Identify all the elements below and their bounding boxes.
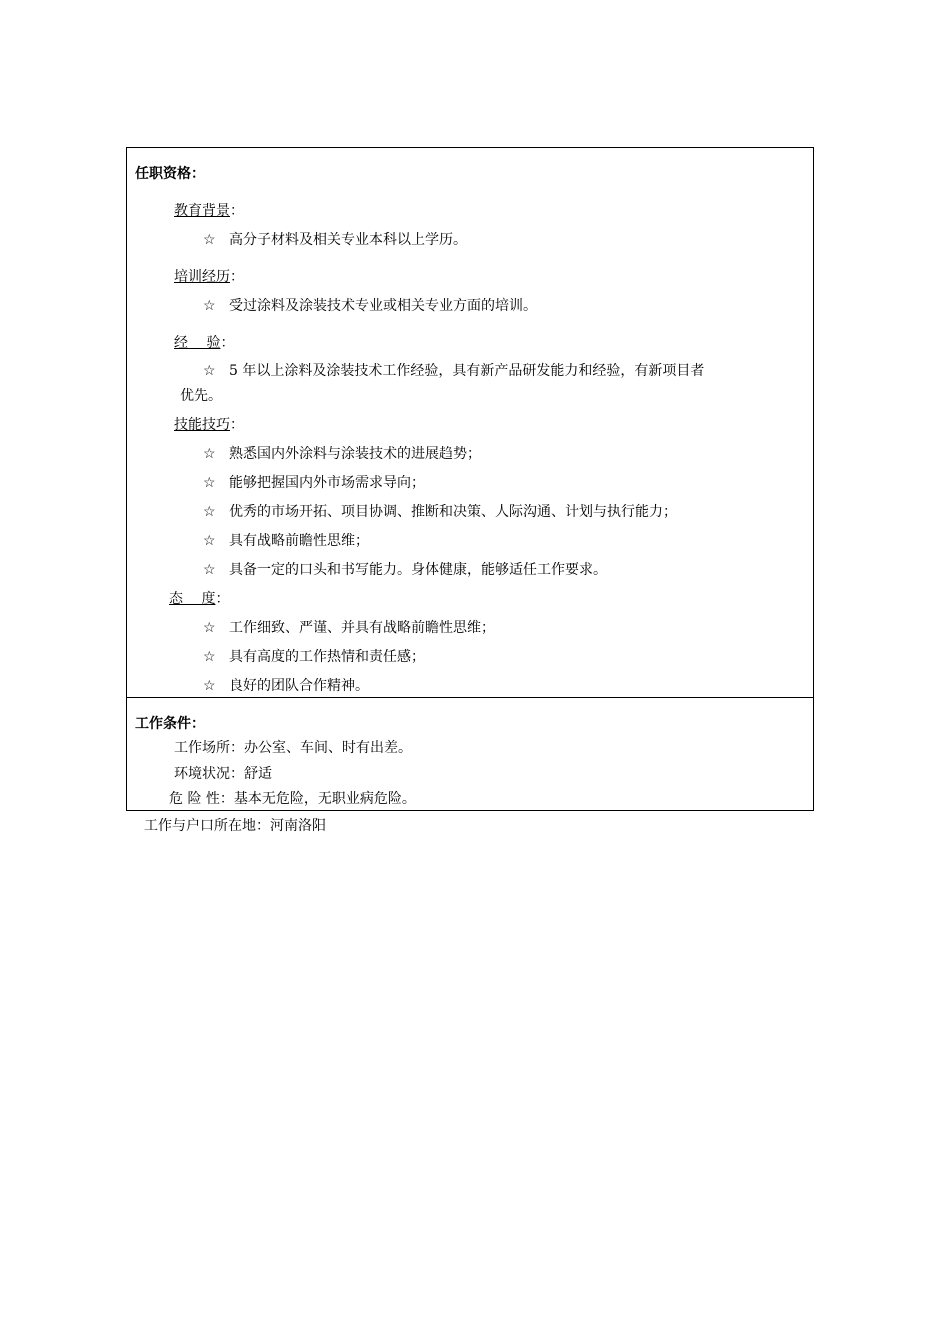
star-icon: ☆ xyxy=(203,363,216,379)
star-icon: ☆ xyxy=(203,649,216,665)
environment: 环境状况：舒适 xyxy=(174,766,272,782)
experience-colon: ： xyxy=(220,335,235,351)
list-item: ☆ 能够把握国内外市场需求导向； xyxy=(203,475,425,491)
skills-colon: ： xyxy=(230,417,244,433)
attitude-colon: ： xyxy=(215,591,230,607)
list-item: ☆ 熟悉国内外涂料与涂装技术的进展趋势； xyxy=(203,446,481,462)
training-heading xyxy=(174,268,244,286)
list-item: ☆ 工作细致、严谨、并具有战略前瞻性思维； xyxy=(203,620,495,636)
list-item: ☆ 5 年以上涂料及涂装技术工作经验，具有新产品研发能力和经验，有新项目者 xyxy=(203,363,705,379)
training-label: 培训经历 xyxy=(174,269,230,285)
work-location: 工作与户口所在地：河南洛阳 xyxy=(144,818,326,834)
list-item: ☆ 高分子材料及相关专业本科以上学历。 xyxy=(203,232,467,248)
attitude-label: 态 度 xyxy=(169,591,216,607)
conditions-title: 工作条件： xyxy=(135,716,205,732)
skills-label: 技能技巧 xyxy=(174,417,230,433)
list-item: ☆ 具有高度的工作热情和责任感； xyxy=(203,649,425,665)
qualifications-title: 任职资格： xyxy=(135,166,205,182)
list-item: ☆ 优秀的市场开拓、项目协调、推断和决策、人际沟通、计划与执行能力； xyxy=(203,504,677,520)
education-colon: ： xyxy=(230,203,244,219)
list-item: ☆ 具有战略前瞻性思维； xyxy=(203,533,369,549)
experience-line2: 优先。 xyxy=(180,388,222,404)
star-icon: ☆ xyxy=(203,620,216,636)
star-icon: ☆ xyxy=(203,533,216,549)
list-item: ☆ 受过涂料及涂装技术专业或相关专业方面的培训。 xyxy=(203,298,537,314)
attitude-heading xyxy=(169,590,229,608)
list-item: ☆ 良好的团队合作精神。 xyxy=(203,678,369,694)
danger-level: 危 险 性：基本无危险，无职业病危险。 xyxy=(169,791,416,807)
skills-heading xyxy=(174,416,244,434)
star-icon: ☆ xyxy=(203,232,216,248)
star-icon: ☆ xyxy=(203,446,216,462)
work-place: 工作场所：办公室、车间、时有出差。 xyxy=(174,740,412,756)
experience-heading xyxy=(174,334,234,352)
star-icon: ☆ xyxy=(203,678,216,694)
star-icon: ☆ xyxy=(203,298,216,314)
experience-label: 经 验 xyxy=(174,335,221,351)
star-icon: ☆ xyxy=(203,504,216,520)
star-icon: ☆ xyxy=(203,562,216,578)
star-icon: ☆ xyxy=(203,475,216,491)
training-colon: ： xyxy=(230,269,244,285)
list-item: ☆ 具备一定的口头和书写能力。身体健康，能够适任工作要求。 xyxy=(203,562,607,578)
education-heading xyxy=(174,202,244,220)
education-label: 教育背景 xyxy=(174,203,230,219)
